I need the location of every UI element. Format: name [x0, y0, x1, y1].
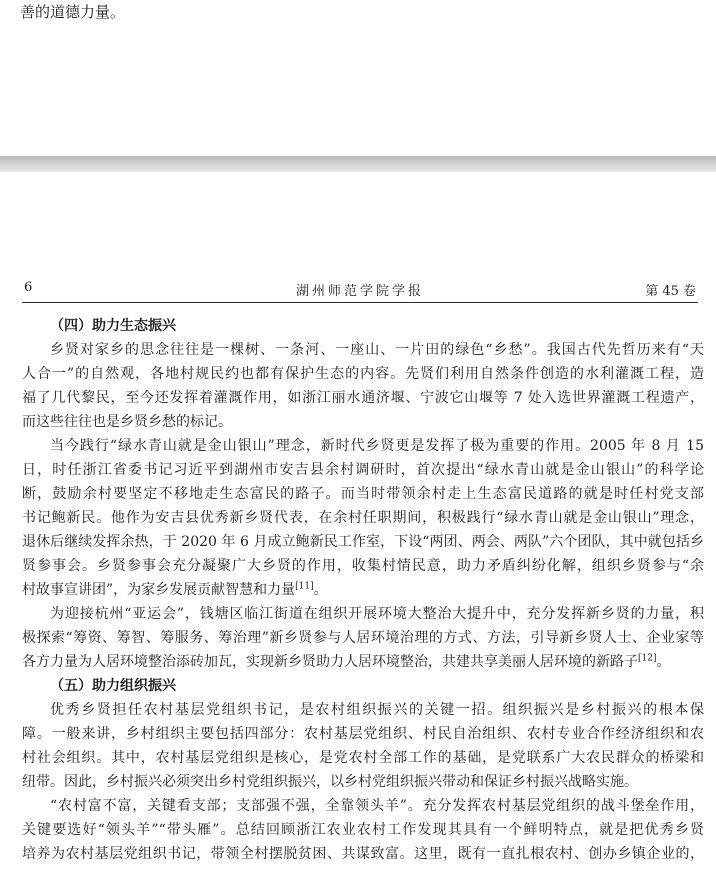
paragraph: [22, 602, 704, 674]
citation-ref[interactable]: [11]: [295, 581, 314, 592]
previous-page-fragment: [0, 0, 716, 156]
text-line-tail: 。: [656, 654, 671, 670]
text-line: 而这些往往也是乡贤乡愁的标记。: [22, 414, 232, 430]
text-line: 断，鼓励余村要坚定不移地走生态富民的路子。而当时带领余村走上生态富民道路的就是时任村党支部: [22, 486, 704, 502]
section-heading-ecology: （四）助力生态振兴: [50, 318, 176, 334]
text-line: 培养为农村基层党组织书记，带领全村摆脱贫困、共谋致富。这里，既有一直扎根农村、创办乡镇企业的，: [22, 846, 704, 862]
text-line: “农村富不富，关键看支部；支部强不强，全靠领头羊”。充分发挥农村基层党组织的战斗堡垒作用，: [50, 798, 704, 814]
text-line-content: 各方力量为人居环境整治添砖加瓦，实现新乡贤助力人居环境整治，共建共享美丽人居环境的新路子: [22, 654, 638, 670]
paragraph: [22, 434, 704, 602]
text-line: 为迎接杭州“亚运会”，钱塘区临江街道在组织开展环境大整治大提升中，充分发挥新乡贤的力量，积: [50, 606, 704, 622]
page: [0, 172, 716, 882]
text-line: 极探索“筹资、筹智、筹服务、筹治理”新乡贤参与人居环境治理的方式、方法，引导新乡贤人士、企业家等: [22, 630, 704, 646]
text-line: 书记鲍新民。他作为安吉县优秀新乡贤代表，在余村任职期间，积极践行“绿水青山就是金山银山”理念，: [22, 510, 704, 526]
text-line: [22, 650, 704, 674]
journal-title: 湖州师范学院学报: [295, 284, 424, 299]
previous-page-last-line: 善的道德力量。: [20, 3, 126, 21]
text-line: 纽带。因此，乡村振兴必须突出乡村党组织振兴，以乡村党组织振兴带动和保证乡村振兴战略实施。: [22, 774, 638, 790]
citation-ref[interactable]: [12]: [638, 653, 657, 664]
text-line: 日，时任浙江省委书记习近平到湖州市安吉县余村调研时，首次提出“绿水青山就是金山银山”的科学论: [22, 462, 704, 478]
text-line: 障。一般来讲，乡村组织主要包括四部分：农村基层党组织、村民自治组织、农村专业合作经济组织和农: [22, 726, 704, 742]
section-heading-organization: （五）助力组织振兴: [50, 678, 176, 694]
text-line-content: 村故事宣讲团”，为家乡发展贡献智慧和力量: [22, 582, 296, 598]
paragraph: [22, 794, 704, 866]
paragraph: [22, 338, 704, 434]
text-line: 贤参事会。乡贤参事会充分凝聚广大乡贤的作用，收集村情民意，助力矛盾纠纷化解，组织乡贤参与“余: [22, 558, 704, 574]
text-line: 当今践行“绿水青山就是金山银山”理念，新时代乡贤更是发挥了极为重要的作用。2005 年 8 月 15: [50, 438, 704, 454]
text-line-tail: 。: [313, 582, 328, 598]
page-number: 6: [24, 280, 33, 295]
paragraph: [22, 698, 704, 794]
text-line: 退休后继续发挥余热，于 2020 年 6 月成立鲍新民工作室，下设“两团、两会、两队”六个团队，其中就包括乡: [22, 534, 704, 550]
text-line: 村社会组织。其中，农村基层党组织是核心，是党农村全部工作的基础，是党联系广大农民群众的桥梁和: [22, 750, 704, 766]
text-line: 人合一”的自然观，各地村规民约也都有保护生态的内容。先贤们利用自然条件创造的水利灌溉工程，造: [22, 366, 704, 382]
article-body: [22, 314, 704, 866]
text-line: 优秀乡贤担任农村基层党组织书记，是农村组织振兴的关键一招。组织振兴是乡村振兴的根本保: [50, 702, 704, 718]
text-line: [22, 578, 704, 602]
running-header: [22, 278, 698, 303]
text-line: 福了几代黎民，至今还发挥着灌溉作用，如浙江丽水通济堰、宁波它山堰等 7 处入选世界灌溉工程遗产，: [22, 390, 704, 406]
text-line: 关键要选好“领头羊”“带头雁”。总结回顾浙江农业农村工作发现其具有一个鲜明特点，就是把优秀乡贤: [22, 822, 704, 838]
page-separator: [0, 156, 716, 172]
text-line: 乡贤对家乡的思念往往是一棵树、一条河、一座山、一片田的绿色“乡愁”。我国古代先哲历来有“天: [50, 342, 704, 358]
volume-label: 第 45 卷: [645, 284, 696, 299]
